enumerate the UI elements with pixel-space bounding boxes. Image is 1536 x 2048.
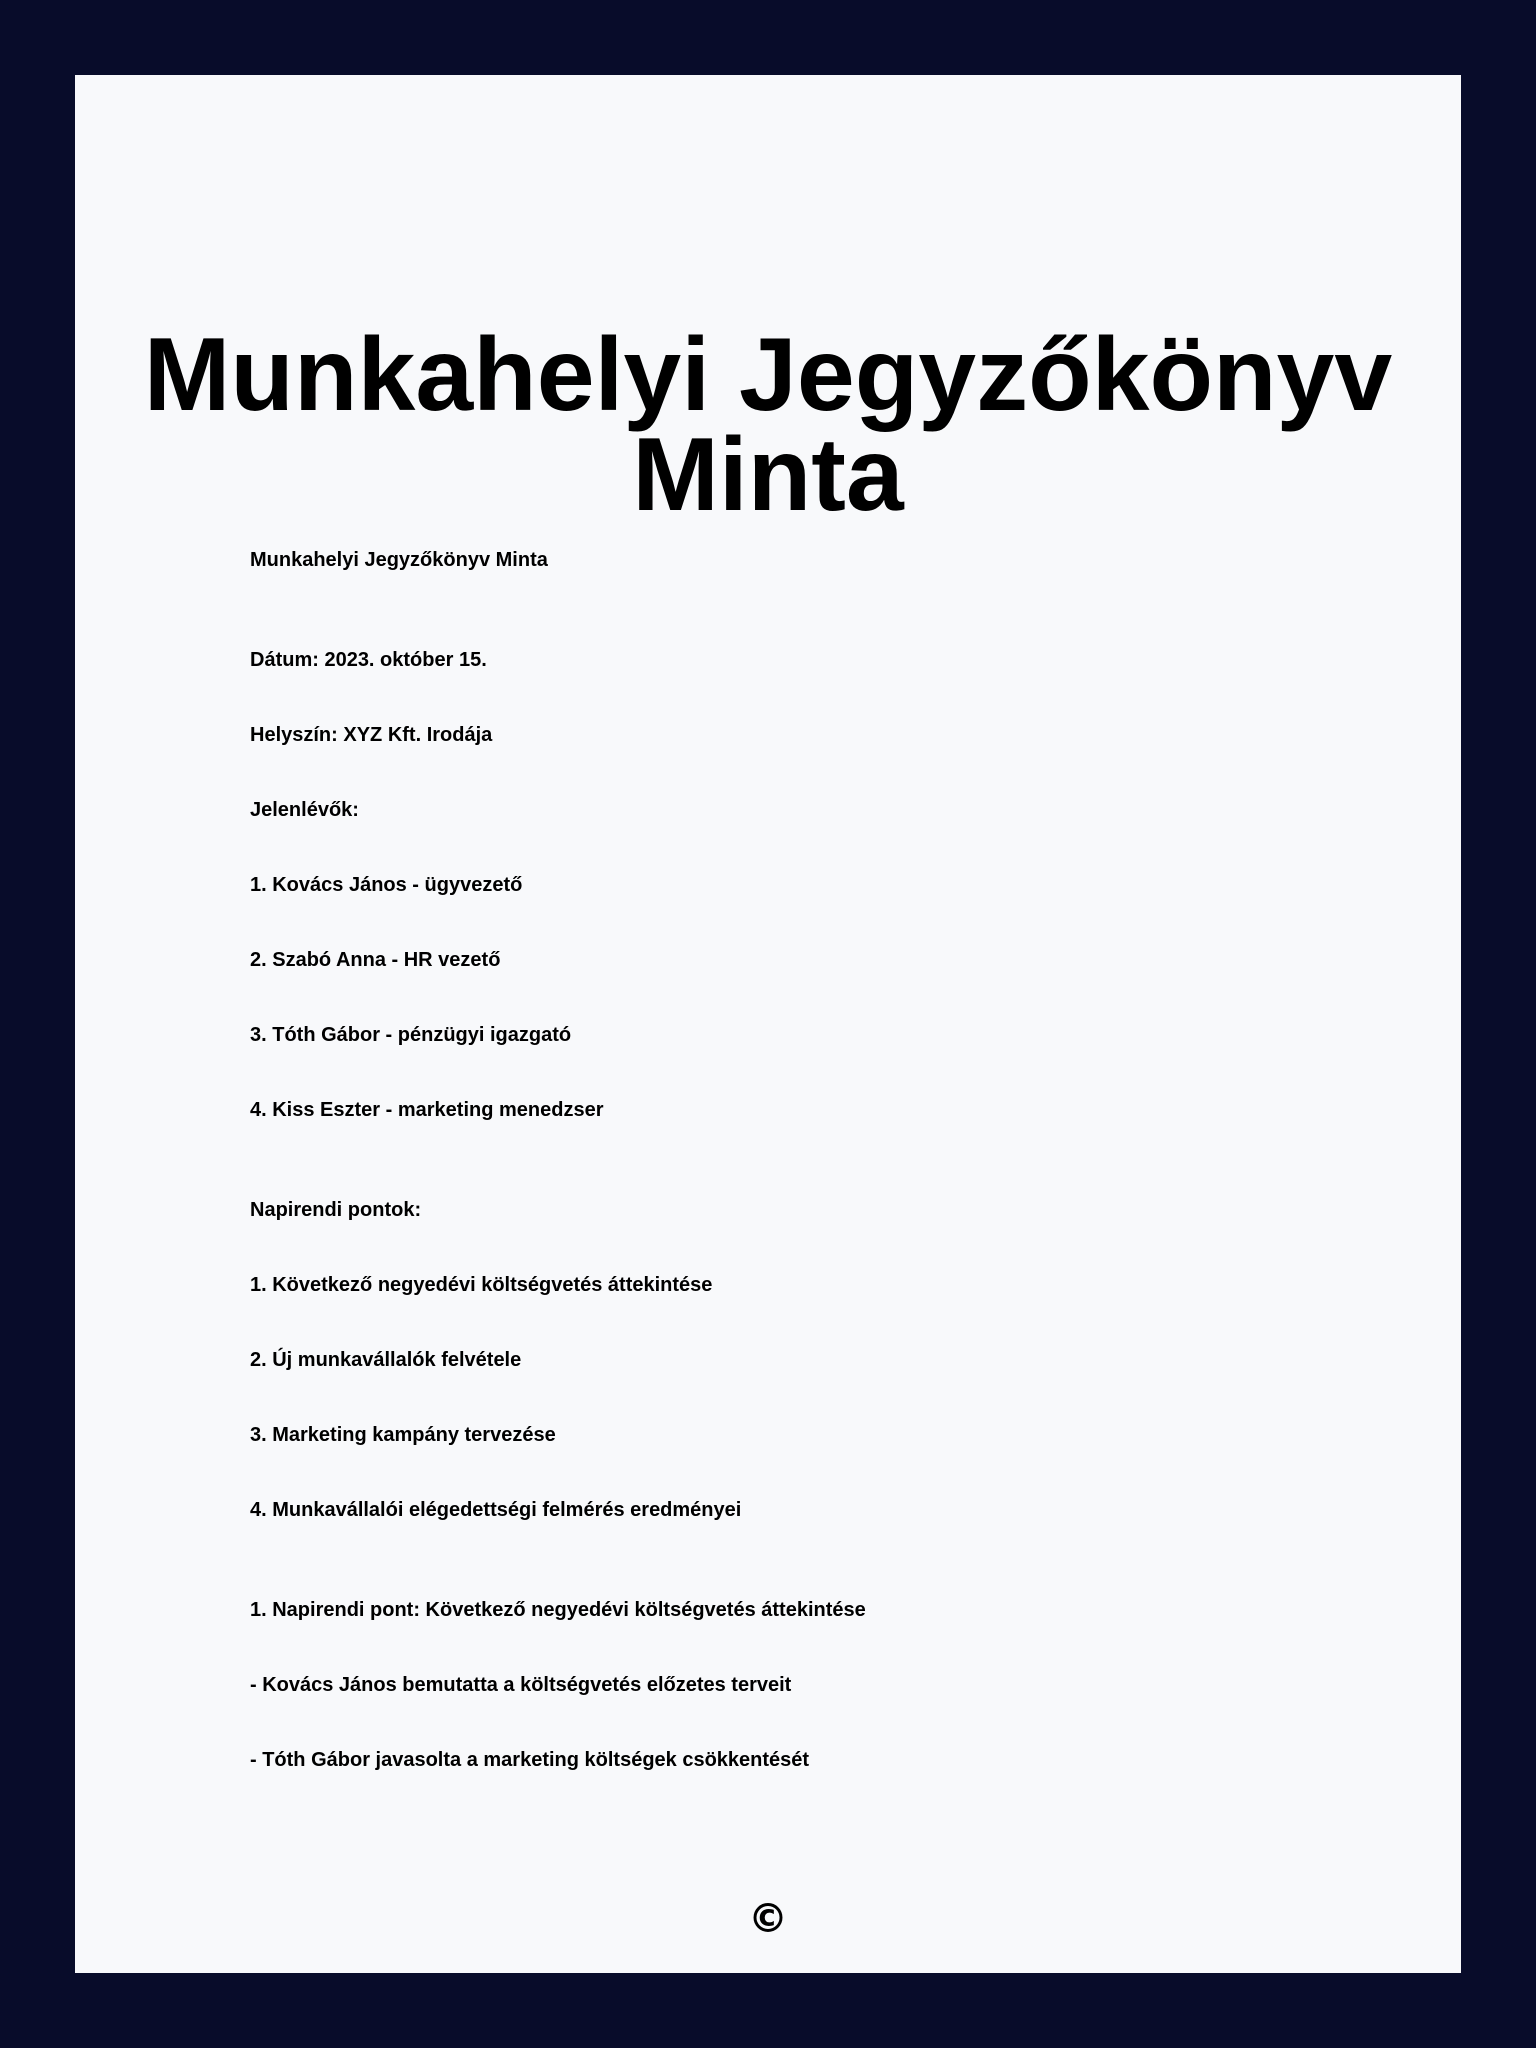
agenda-item: 2. Új munkavállalók felvétele — [250, 1349, 522, 1371]
minutes-note: - Tóth Gábor javasolta a marketing költségek csökkentését — [250, 1749, 810, 1771]
location-line: Helyszín: XYZ Kft. Irodája — [250, 724, 493, 746]
attendee-item: 3. Tóth Gábor - pénzügyi igazgató — [250, 1024, 572, 1046]
attendee-item: 2. Szabó Anna - HR vezető — [250, 949, 501, 971]
date-line: Dátum: 2023. október 15. — [250, 649, 487, 671]
document-heading: Munkahelyi Jegyzőkönyv Minta — [250, 549, 548, 571]
copyright-icon: © — [748, 1896, 788, 1942]
document-title: Munkahelyi Jegyzőkönyv Minta — [143, 317, 1393, 533]
agenda-point-heading: 1. Napirendi pont: Következő negyedévi költségvetés áttekintése — [250, 1599, 866, 1621]
attendees-heading: Jelenlévők: — [250, 799, 359, 821]
document-page — [75, 75, 1461, 1973]
agenda-item: 1. Következő negyedévi költségvetés áttekintése — [250, 1274, 713, 1296]
agenda-item: 4. Munkavállalói elégedettségi felmérés eredményei — [250, 1499, 742, 1521]
minutes-note: - Kovács János bemutatta a költségvetés előzetes terveit — [250, 1674, 792, 1696]
agenda-item: 3. Marketing kampány tervezése — [250, 1424, 556, 1446]
agenda-heading: Napirendi pontok: — [250, 1199, 422, 1221]
attendee-item: 4. Kiss Eszter - marketing menedzser — [250, 1099, 604, 1121]
attendee-item: 1. Kovács János - ügyvezető — [250, 874, 523, 896]
